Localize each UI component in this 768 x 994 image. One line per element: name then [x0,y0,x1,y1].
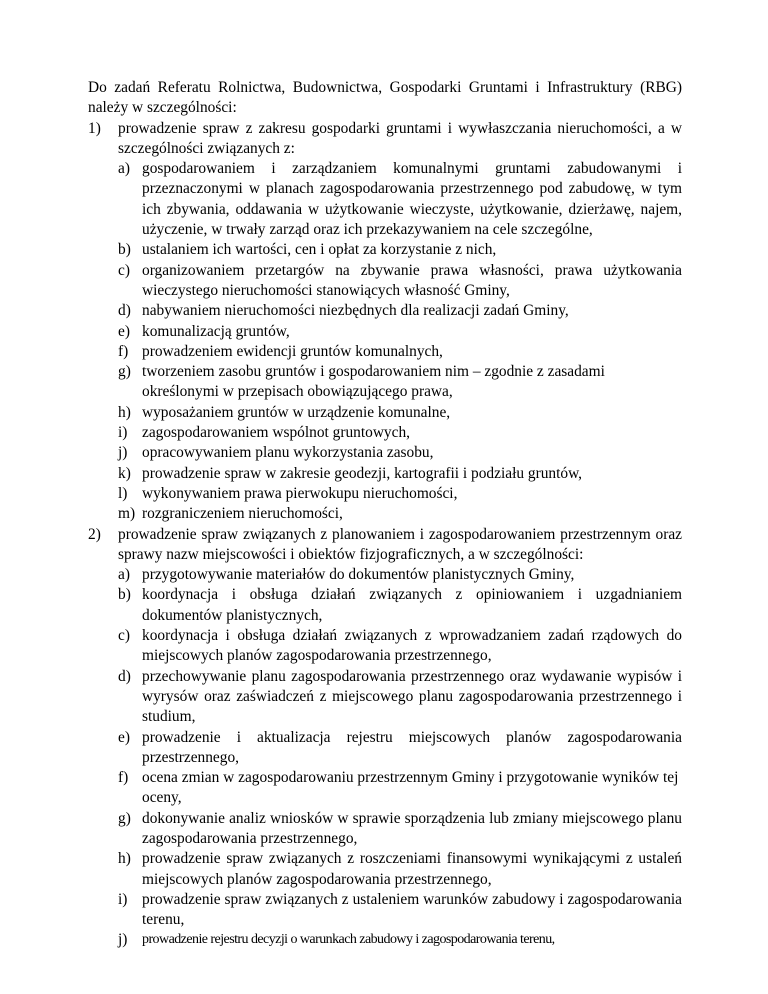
item-text: organizowaniem przetargów na zbywanie prawa własności, prawa użytkowania wieczystego nieruchomości stanowiących własność Gminy, [142,261,682,299]
list-item [118,849,682,890]
item-letter: h) [118,850,131,868]
list-item [118,159,682,240]
list-item [118,423,682,443]
item-letter: g) [118,809,131,827]
list-item [118,585,682,626]
item-text: prowadzenie spraw związanych z roszczeniami finansowymi wynikającymi z ustaleń miejscowych planów zagospodarowania przestrzennego, [142,850,682,888]
list-item [118,240,682,260]
item-letter: c) [118,261,130,279]
section-number: 2) [88,525,101,543]
item-text: ustalaniem ich wartości, cen i opłat za korzystanie z nich, [142,241,497,259]
list-item [118,443,682,463]
item-letter: f) [118,342,129,360]
item-text: prowadzenie spraw w zakresie geodezji, kartografii i podziału gruntów, [142,464,583,482]
item-letter: d) [118,667,131,685]
item-letter: a) [118,160,130,178]
list-item [118,809,682,850]
list-item [118,930,682,950]
document-body [88,78,682,951]
section-number: 1) [88,119,101,137]
item-letter: l) [118,484,128,502]
item-text: wykonywaniem prawa pierwokupu nieruchomości, [142,484,458,502]
item-text: rozgraniczeniem nieruchomości, [142,505,343,523]
list-item [118,667,682,728]
item-letter: e) [118,322,130,340]
item-text: ocena zmian w zagospodarowaniu przestrzennym Gminy i przygotowanie wyników tej oceny, [142,769,679,807]
item-text: prowadzenie i aktualizacja rejestru miejscowych planów zagospodarowania przestrzennego, [142,728,682,766]
list-item [118,768,682,809]
item-letter: h) [118,403,131,421]
item-text: opracowywaniem planu wykorzystania zasobu, [142,444,434,462]
list-item [118,403,682,423]
item-text: wyposażaniem gruntów w urządzenie komunalne, [142,403,451,421]
item-text: komunalizacją gruntów, [142,322,290,340]
sections-list [88,119,682,951]
item-text: prowadzeniem ewidencji gruntów komunalnych, [142,342,443,360]
item-letter: m) [118,505,136,523]
item-text: tworzeniem zasobu gruntów i gospodarowaniem nim – zgodnie z zasadami określonymi w przepisach obowiązującego prawa, [142,363,605,401]
section-2 [88,525,682,951]
list-item [118,464,682,484]
item-letter: e) [118,728,130,746]
item-letter: i) [118,424,128,442]
intro-paragraph: Do zadań Referatu Rolnictwa, Budownictwa, Gospodarki Gruntami i Infrastruktury (RBG) należy w szczególności: [88,79,682,117]
item-text: dokonywanie analiz wniosków w sprawie sporządzenia lub zmiany miejscowego planu zagospodarowania przestrzennego, [142,809,682,847]
item-letter: d) [118,302,131,320]
item-letter: g) [118,363,131,381]
list-item [118,484,682,504]
list-item [118,261,682,302]
item-letter: k) [118,464,131,482]
item-text: nabywaniem nieruchomości niezbędnych dla realizacji zadań Gminy, [142,302,569,320]
section-text: prowadzenie spraw związanych z planowaniem i zagospodarowaniem przestrzennym oraz sprawy nazw miejscowości i obiektów fizjograficznych, a w szczególności: [118,525,682,563]
item-text: przygotowywanie materiałów do dokumentów planistycznych Gminy, [142,566,575,584]
item-text: gospodarowaniem i zarządzaniem komunalnymi gruntami zabudowanymi i przeznaczonymi w planach zagospodarowania przestrzennego pod zabudowę, w tym ich zbywania, oddawania w użytkowanie wieczyste, użytkowanie, dzierżawę, najem, użyczenie, w trwały zarząd oraz ich przekazywaniem na cele szczególne, [142,160,682,239]
item-text: przechowywanie planu zagospodarowania przestrzennego oraz wydawanie wypisów i wyrysów oraz zaświadczeń z miejscowego planu zagospodarowania przestrzennego i studium, [142,667,682,726]
list-item [118,890,682,931]
item-text: koordynacja i obsługa działań związanych z opiniowaniem i uzgadnianiem dokumentów planistycznych, [142,586,682,624]
item-text: prowadzenie spraw związanych z ustaleniem warunków zabudowy i zagospodarowania terenu, [142,890,682,929]
item-letter: f) [118,769,129,787]
item-text: koordynacja i obsługa działań związanych z wprowadzaniem zadań rządowych do miejscowych planów zagospodarowania przestrzennego, [142,627,682,665]
item-letter: a) [118,566,130,584]
item-text: zagospodarowaniem wspólnot gruntowych, [142,424,410,442]
item-letter: b) [118,241,131,259]
list-item [118,626,682,667]
item-letter: c) [118,627,130,645]
list-item [118,565,682,585]
item-text: prowadzenie rejestru decyzji o warunkach zabudowy i zagospodarowania terenu, [142,932,555,948]
section-1-items [118,159,682,524]
list-item [118,342,682,362]
item-letter: i) [118,890,128,908]
list-item [118,322,682,342]
item-letter: j) [118,444,128,462]
list-item [118,728,682,769]
item-letter: j) [118,931,128,949]
item-letter: b) [118,586,131,604]
list-item [118,504,682,524]
list-item [118,301,682,321]
list-item [118,362,682,403]
section-1 [88,119,682,525]
section-text: prowadzenie spraw z zakresu gospodarki gruntami i wywłaszczania nieruchomości, a w szczególności związanych z: [118,119,682,157]
section-2-items [118,565,682,951]
